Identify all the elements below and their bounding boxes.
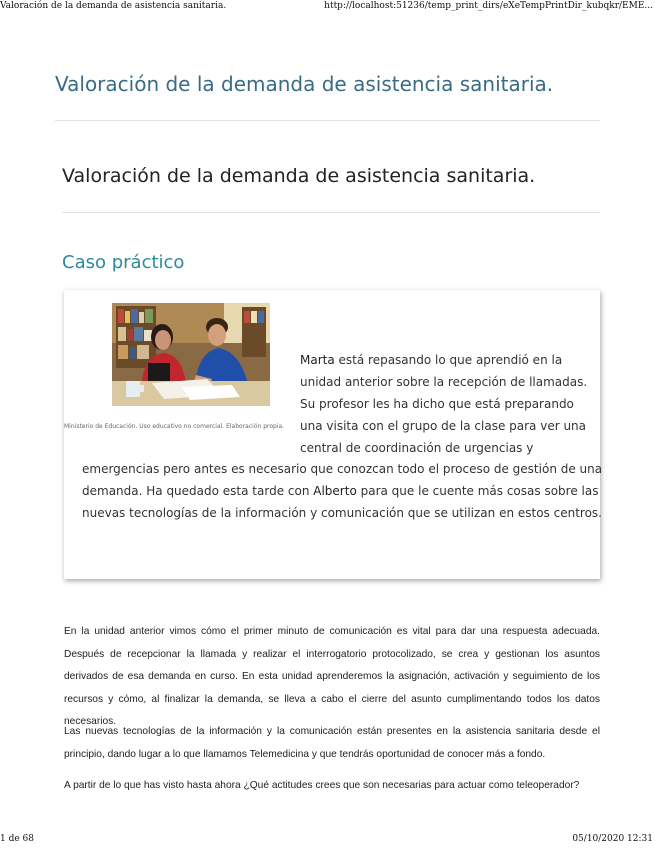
document-title: Valoración de la demanda de asistencia sanitaria. <box>55 72 554 96</box>
character-name: Alberto <box>313 484 357 498</box>
print-header <box>0 1 655 13</box>
students-photo <box>112 303 270 406</box>
case-line: nuevas tecnologías de la información y comunicación que se utilizan en estos centros. <box>82 506 602 520</box>
case-line: una visita con el grupo de la clase para ver una <box>300 419 587 433</box>
character-name: Marta <box>300 353 335 367</box>
photo-caption: Ministerio de Educación. Uso educativo no comercial. Elaboración propia. <box>64 423 285 430</box>
case-heading: Caso práctico <box>62 252 185 273</box>
case-study-box <box>64 290 603 579</box>
question-paragraph: A partir de lo que has visto hasta ahora ¿Qué actitudes crees que son necesarias para actuar como teleoperador? <box>64 780 580 791</box>
intro-paragraph: En la unidad anterior vimos cómo el primer minuto de comunicación es vital para dar una respuesta adecuada. Después de recepcionar la llamada y realizar el interrogatorio protocolizado, se crea y gestionan los asuntos derivados de esa demanda en curso. En esta unidad aprenderemos la asignación, activación y seguimiento de los recursos y cómo, al finalizar la demanda, se lleva a cabo el cierre del asunto cumplimentando todos los datos necesarios. <box>64 626 600 727</box>
case-line: Su profesor les ha dicho que está preparando <box>300 397 574 411</box>
page-counter: 1 de 68 <box>0 834 34 844</box>
print-header-url: http://localhost:51236/temp_print_dirs/eXeTempPrintDir_kubqkr/EME... <box>324 1 653 11</box>
telemedicine-paragraph: Las nuevas tecnologías de la información y la comunicación están presentes en la asistencia sanitaria desde el principio, dando lugar a lo que llamamos Telemedicina y que tendrás oportunidad de conocer más a fondo. <box>64 726 600 760</box>
print-datetime: 05/10/2020 12:31 <box>572 834 653 844</box>
case-line: demanda. Ha quedado esta tarde con Alberto para que le cuente más cosas sobre las <box>82 484 599 498</box>
case-line: emergencias pero antes es necesario que conozcan todo el proceso de gestión de una <box>82 462 603 476</box>
case-line: Marta está repasando lo que aprendió en la <box>300 353 563 367</box>
section-divider <box>62 212 600 213</box>
print-header-title: Valoración de la demanda de asistencia sanitaria. <box>0 1 227 11</box>
title-divider <box>55 120 600 121</box>
case-line: central de coordinación de urgencias y <box>300 441 534 455</box>
print-footer <box>0 834 655 846</box>
section-title: Valoración de la demanda de asistencia sanitaria. <box>62 165 536 187</box>
case-line: unidad anterior sobre la recepción de llamadas. <box>300 375 588 389</box>
